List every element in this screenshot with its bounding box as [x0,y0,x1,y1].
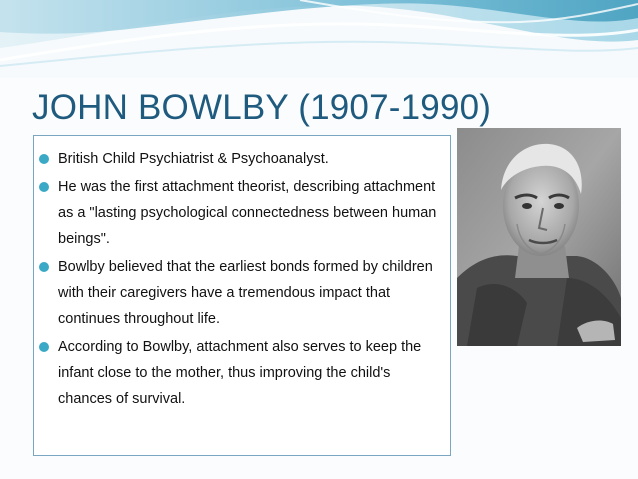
list-item [58,146,444,172]
bullet-dot-icon [39,342,49,352]
portrait-photo [457,128,621,346]
bullet-text: According to Bowlby, attachment also serves to keep the infant close to the mother, thus improving the child's chances of survival. [58,339,422,407]
list-item [58,174,444,252]
bullet-dot-icon [39,154,49,164]
bullet-list [34,136,450,412]
list-item [58,334,444,412]
wave-banner [0,0,638,78]
list-item [58,254,444,332]
content-box [33,135,451,456]
bullet-dot-icon [39,262,49,272]
bullet-text: British Child Psychiatrist & Psychoanalyst. [58,151,329,167]
bullet-text: Bowlby believed that the earliest bonds formed by children with their caregivers have a tremendous impact that continues throughout life. [58,259,433,327]
portrait-illustration [457,128,621,346]
bullet-text: He was the first attachment theorist, describing attachment as a "lasting psychological connectedness between human beings". [58,179,437,247]
slide-title: JOHN BOWLBY (1907-1990) [32,88,492,127]
bullet-dot-icon [39,182,49,192]
